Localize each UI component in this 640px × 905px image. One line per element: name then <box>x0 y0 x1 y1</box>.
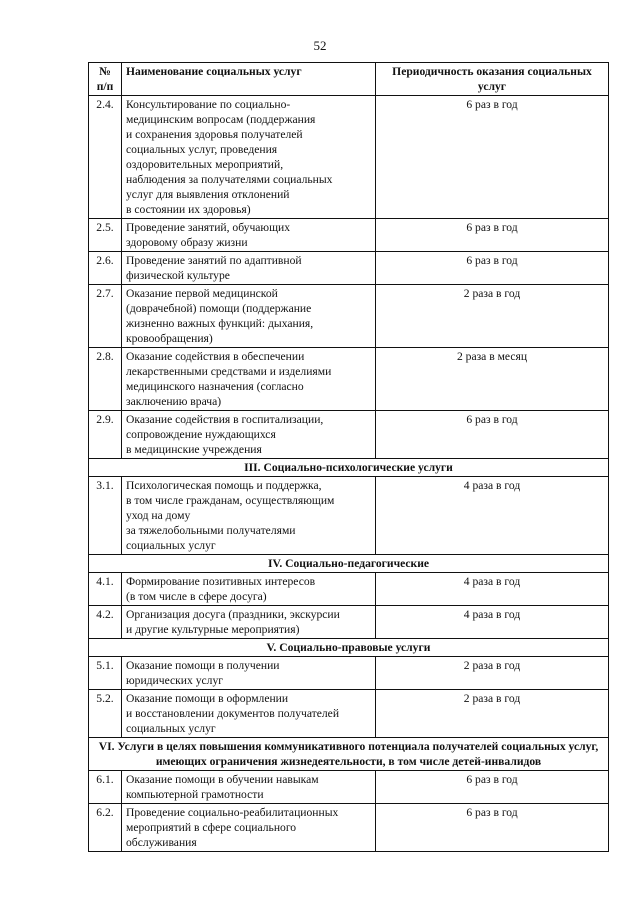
row-service-name: Консультирование по социально- медицинским вопросам (поддержания и сохранения здоровья получателей социальных услуг, проведения оздоровительных мероприятий, наблюдения за получателями социальных услуг для выявления отклонений в состоянии их здоровья) <box>122 96 376 219</box>
table-row <box>89 690 609 738</box>
row-periodicity: 4 раза в год <box>376 573 609 606</box>
row-periodicity: 4 раза в год <box>376 606 609 639</box>
row-number: 2.4. <box>89 96 122 219</box>
row-number: 5.1. <box>89 657 122 690</box>
row-service-name: Оказание помощи в получении юридических услуг <box>122 657 376 690</box>
row-number: 2.6. <box>89 252 122 285</box>
table-row <box>89 285 609 348</box>
header-service-name: Наименование социальных услуг <box>122 63 376 96</box>
row-service-name: Организация досуга (праздники, экскурсии и другие культурные мероприятия) <box>122 606 376 639</box>
row-periodicity: 6 раз в год <box>376 411 609 459</box>
row-periodicity: 2 раза в год <box>376 690 609 738</box>
table-row <box>89 771 609 804</box>
row-periodicity: 4 раза в год <box>376 477 609 555</box>
table-row <box>89 219 609 252</box>
section-heading-psychological: III. Социально-психологические услуги <box>89 459 609 477</box>
header-periodicity: Периодичность оказания социальных услуг <box>376 63 609 96</box>
row-number: 6.1. <box>89 771 122 804</box>
section-row <box>89 738 609 771</box>
row-number: 5.2. <box>89 690 122 738</box>
page-number: 52 <box>313 38 327 53</box>
row-service-name: Оказание содействия в госпитализации, сопровождение нуждающихся в медицинские учреждения <box>122 411 376 459</box>
section-heading-pedagogical: IV. Социально-педагогические <box>89 555 609 573</box>
section-heading-communicative: VI. Услуги в целях повышения коммуникативного потенциала получателей социальных услуг, имеющих ограничения жизнедеятельности, в том числе детей-инвалидов <box>89 738 609 771</box>
row-periodicity: 2 раза в месяц <box>376 348 609 411</box>
table-header-row <box>89 63 609 96</box>
row-service-name: Оказание помощи в оформлении и восстановлении документов получателей социальных услуг <box>122 690 376 738</box>
table-row <box>89 606 609 639</box>
section-heading-legal: V. Социально-правовые услуги <box>89 639 609 657</box>
row-service-name: Проведение социально-реабилитационных мероприятий в сфере социального обслуживания <box>122 804 376 852</box>
section-row <box>89 639 609 657</box>
row-number: 2.9. <box>89 411 122 459</box>
table-row <box>89 804 609 852</box>
row-periodicity: 6 раз в год <box>376 804 609 852</box>
services-table <box>88 62 609 852</box>
row-number: 2.7. <box>89 285 122 348</box>
table-row <box>89 477 609 555</box>
row-number: 2.5. <box>89 219 122 252</box>
row-service-name: Оказание помощи в обучении навыкам компьютерной грамотности <box>122 771 376 804</box>
row-periodicity: 6 раз в год <box>376 96 609 219</box>
row-periodicity: 6 раз в год <box>376 252 609 285</box>
table-row <box>89 96 609 219</box>
table-row <box>89 252 609 285</box>
row-number: 4.2. <box>89 606 122 639</box>
header-number: № п/п <box>89 63 122 96</box>
row-service-name: Проведение занятий по адаптивной физической культуре <box>122 252 376 285</box>
row-service-name: Оказание первой медицинской (доврачебной) помощи (поддержание жизненно важных функций: дыхания, кровообращения) <box>122 285 376 348</box>
table-row <box>89 657 609 690</box>
row-periodicity: 6 раз в год <box>376 771 609 804</box>
row-periodicity: 6 раз в год <box>376 219 609 252</box>
row-service-name: Проведение занятий, обучающих здоровому образу жизни <box>122 219 376 252</box>
row-service-name: Оказание содействия в обеспечении лекарственными средствами и изделиями медицинского назначения (согласно заключению врача) <box>122 348 376 411</box>
row-number: 3.1. <box>89 477 122 555</box>
row-periodicity: 2 раза в год <box>376 657 609 690</box>
table-row <box>89 411 609 459</box>
row-service-name: Психологическая помощь и поддержка, в том числе гражданам, осуществляющим уход на дому за тяжелобольными получателями социальных услуг <box>122 477 376 555</box>
row-number: 6.2. <box>89 804 122 852</box>
table-row <box>89 573 609 606</box>
row-number: 2.8. <box>89 348 122 411</box>
table-row <box>89 348 609 411</box>
section-row <box>89 555 609 573</box>
row-periodicity: 2 раза в год <box>376 285 609 348</box>
row-service-name: Формирование позитивных интересов (в том числе в сфере досуга) <box>122 573 376 606</box>
section-row <box>89 459 609 477</box>
row-number: 4.1. <box>89 573 122 606</box>
